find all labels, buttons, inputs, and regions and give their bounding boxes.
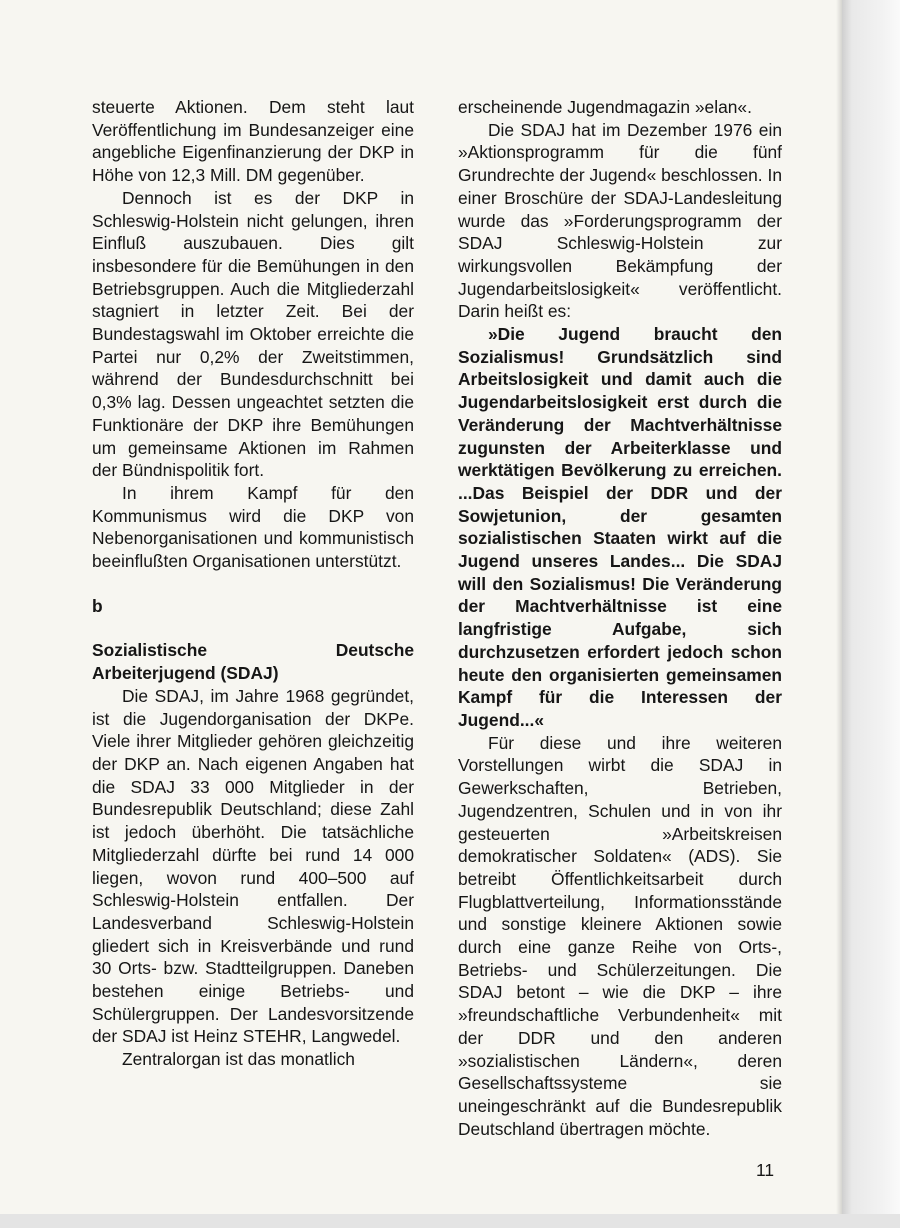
section-title: Sozialistische Deutsche Arbeiterjugend (SDAJ) (92, 640, 414, 684)
left-column (92, 96, 414, 1071)
bold-quote: »Die Jugend braucht den Sozialismus! Grundsätzlich sind Arbeitslosigkeit und damit auch die Jugendarbeitslosigkeit erst durch die Veränderung der Machtverhältnisse zugunsten der Arbeiterklasse und werktätigen Bevölkerung zu erreichen. ...Das Beispiel der DDR und der Sowjetunion, der gesamten sozialistischen Staaten wirkt auf die Jugend unseres Landes... Die SDAJ will den Sozialismus! Die Veränderung der Machtverhältnisse ist eine langfristige Aufgabe, sich durchzusetzen erfordert jedoch schon heute den organisierten gemeinsamen Kampf für die Interessen der Jugend...« (458, 324, 782, 730)
right-paragraph-1: erscheinende Jugendmagazin »elan«. (458, 97, 752, 117)
page-number: 11 (756, 1160, 775, 1180)
section-letter: b (92, 595, 103, 616)
right-column (458, 96, 782, 1140)
left-paragraph-3: In ihrem Kampf für den Kommunismus wird die DKP von Nebenorganisationen und kommunistisch beeinflußten Organisationen unterstützt. (92, 482, 414, 572)
left-paragraph-5: Zentralorgan ist das monatlich (122, 1049, 355, 1070)
spacer (92, 617, 414, 639)
scan-bottom-band (0, 1214, 900, 1228)
right-paragraph-3: Für diese und ihre weiteren Vorstellungen wirbt die SDAJ in Gewerkschaften, Betrieben, Jugendzentren, Schulen und in von ihr gesteuerten »Arbeitskreisen demokratischer Soldaten« (ADS). Sie betreibt Öffentlichkeitsarbeit durch Flugblattverteilung, Informationsstände und sonstige kleinere Aktionen sowie durch eine ganze Reihe von Orts-, Betriebs- und Schülerzeitungen. Die SDAJ betont – wie die DKP – ihre »freundschaftliche Verbundenheit« mit der DDR und den anderen »sozialistischen Ländern«, deren Gesellschaftssysteme sie uneingeschränkt auf die Bundesrepublik Deutschland übertragen möchte. (458, 732, 782, 1139)
left-paragraph-2: Dennoch ist es der DKP in Schleswig-Holstein nicht gelungen, ihren Einfluß auszubauen. Dies gilt insbesondere für die Bemühungen in den Betriebsgruppen. Auch die Mitgliederzahl stagniert in letzter Zeit. Bei der Bundestagswahl im Oktober erreichte die Partei nur 0,2% der Zweitstimmen, während der Bundesdurchschnitt bei 0,3% lag. Dessen ungeachtet setzten die Funktionäre der DKP ihre Bemühungen um gemeinsame Aktionen im Rahmen der Bündnispolitik fort. (92, 187, 414, 481)
spacer (92, 573, 414, 595)
scan-edge (842, 0, 900, 1228)
left-paragraph-1: steuerte Aktionen. Dem steht laut Veröffentlichung im Bundesanzeiger eine angebliche Eigenfinanzierung der DKP in Höhe von 12,3 Mill. DM gegenüber. (92, 97, 414, 186)
left-paragraph-4: Die SDAJ, im Jahre 1968 gegründet, ist die Jugendorganisation der DKPe. Viele ihrer Mitglieder gehören gleichzeitig der DKP an. Nach eigenen Angaben hat die SDAJ 33 000 Mitglieder in der Bundesrepublik Deutschland; diese Zahl ist jedoch überhöht. Die tatsächliche Mitgliederzahl dürfte bei rund 14 000 liegen, wovon rund 400–500 auf Schleswig-Holstein entfallen. Der Landesverband Schleswig-Holstein gliedert sich in Kreisverbände und rund 30 Orts- bzw. Stadtteilgruppen. Daneben bestehen einige Betriebs- und Schülergruppen. Der Landesvorsitzende der SDAJ ist Heinz STEHR, Langwedel. (92, 685, 414, 1047)
right-paragraph-2: Die SDAJ hat im Dezember 1976 ein »Aktionsprogramm für die fünf Grundrechte der Jugend« beschlossen. In einer Broschüre der SDAJ-Landesleitung wurde das »Forderungsprogramm der SDAJ Schleswig-Holstein zur wirkungsvollen Bekämpfung der Jugendarbeitslosigkeit« veröffentlicht. Darin heißt es: (458, 119, 782, 322)
